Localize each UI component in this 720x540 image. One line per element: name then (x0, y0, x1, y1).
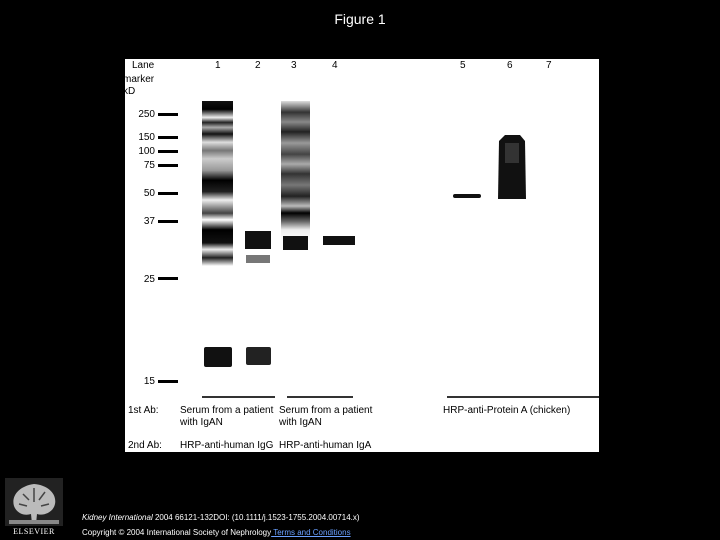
first-ab-lanes-3-4-line2: with IgAN (279, 417, 322, 428)
first-ab-lanes-1-2-line1: Serum from a patient (180, 405, 274, 416)
second-ab-lanes-1-2: HRP-anti-human IgG (180, 440, 274, 451)
lane-number-7: 7 (546, 60, 552, 71)
journal-name: Kidney International (82, 513, 153, 522)
first-ab-lanes-1-2-line2: with IgAN (180, 417, 223, 428)
marker-label-37: 37 (143, 216, 155, 227)
copyright-text: Copyright © 2004 International Society of Nephrology (82, 528, 272, 537)
marker-label-250: 250 (138, 109, 155, 120)
first-ab-lanes-3-4-line1: Serum from a patient (279, 405, 373, 416)
marker-label-50: 50 (143, 188, 155, 199)
citation-text: 2004 66121-132DOI: (10.1111/j.1523-1755.2004.00714.x) (152, 513, 360, 522)
group-rule-lanes-1-2 (202, 396, 275, 398)
lane-number-5: 5 (460, 60, 466, 71)
second-ab-label: 2nd Ab: (128, 440, 162, 451)
copyright-line (82, 528, 351, 537)
terms-link[interactable]: Terms and Conditions (271, 528, 351, 537)
lane-number-3: 3 (291, 60, 297, 71)
marker-header: marker (123, 74, 155, 85)
marker-label-100: 100 (138, 146, 155, 157)
elsevier-logo-text: ELSEVIER (13, 527, 55, 536)
lane-number-6: 6 (507, 60, 513, 71)
marker-label-25: 25 (143, 274, 155, 285)
lane-number-2: 2 (255, 60, 261, 71)
gel-bands (125, 59, 599, 452)
first-ab-label: 1st Ab: (128, 405, 159, 416)
marker-label-75: 75 (143, 160, 155, 171)
citation-line (82, 513, 360, 522)
lane-header: Lane (132, 60, 155, 71)
lane-number-4: 4 (332, 60, 338, 71)
marker-label-15: 15 (143, 376, 155, 387)
figure-title: Figure 1 (334, 11, 386, 27)
group-rule-lanes-3-4 (287, 396, 353, 398)
lane-number-1: 1 (215, 60, 221, 71)
marker-label-150: 150 (138, 132, 155, 143)
western-blot-figure (125, 59, 599, 452)
kd-header: kD (123, 86, 136, 97)
second-ab-lanes-3-4: HRP-anti-human IgA (279, 440, 372, 451)
first-ab-lanes-5-7: HRP-anti-Protein A (chicken) (443, 405, 571, 416)
group-rule-lanes-5-7 (447, 396, 599, 398)
